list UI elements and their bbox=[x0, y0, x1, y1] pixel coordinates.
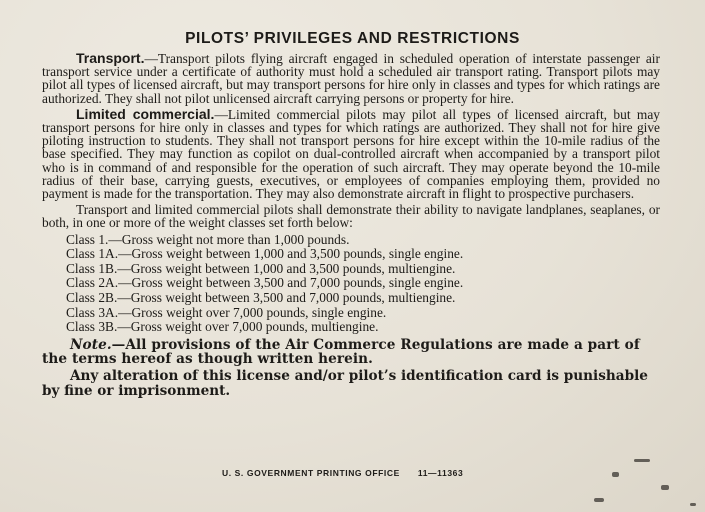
weight-class-item: Class 2A.—Gross weight between 3,500 and 7,000 pounds, single engine. bbox=[66, 275, 464, 291]
limited-commercial-paragraph bbox=[42, 105, 660, 202]
transport-text: —Transport pilots flying aircraft engaged in scheduled operation of interstate passenger air transport service under a certificate of authority must hold a scheduled air transport rating. Transport pilots may pilot all types of licensed aircraft, but may transport persons for hire only in classes and types for which ratings are authorized. They shall not pilot unlicensed aircraft carrying persons or property for hire. bbox=[42, 51, 660, 106]
paper-speck bbox=[612, 472, 619, 477]
weight-class-item: Class 2B.—Gross weight between 3,500 and 7,000 pounds, multiengine. bbox=[66, 290, 456, 306]
limited-commercial-heading: Limited commercial. bbox=[76, 105, 215, 122]
page-title: PILOTS’ PRIVILEGES AND RESTRICTIONS bbox=[185, 30, 520, 47]
paper-speck bbox=[634, 459, 650, 462]
paper-speck bbox=[661, 485, 669, 490]
printing-office: U. S. GOVERNMENT PRINTING OFFICE bbox=[222, 468, 400, 478]
alteration-warning: Any alteration of this license and/or pilot’s identification card is punishable by fine or imprisonment. bbox=[42, 367, 648, 399]
form-code: 11—11363 bbox=[417, 468, 464, 478]
weight-class-list bbox=[66, 233, 660, 335]
weight-class-item: Class 1.—Gross weight not more than 1,000 pounds. bbox=[66, 231, 350, 247]
note-text: —All provisions of the Air Commerce Regulations are made a part of the terms hereof as though written herein. bbox=[42, 336, 640, 368]
transport-heading: Transport. bbox=[76, 50, 145, 66]
weight-class-item: Class 1B.—Gross weight between 1,000 and 3,500 pounds, multiengine. bbox=[66, 260, 456, 276]
weight-class-item: Class 3B.—Gross weight over 7,000 pounds, multiengine. bbox=[66, 319, 379, 335]
note-paragraph bbox=[42, 338, 660, 367]
printer-imprint bbox=[222, 468, 463, 478]
document-body bbox=[42, 52, 660, 398]
paper-speck bbox=[690, 503, 696, 506]
limited-commercial-text: —Limited commercial pilots may pilot all types of licensed aircraft, but may transport persons for hire only in classes and types for which ratings are authorized. They shall not for hire give piloting instruction to students. They shall not transport persons for hire except within the 10-mile radius of the base specified. They may function as copilot on dual-controlled aircraft when accompanied by a transport pilot who is in command of and responsible for the operation of such aircraft. They may operate beyond the 10-mile radius of their base, carrying guests, executives, or employees of companies employing them, provided no payment is made for the transportation. They may also demonstrate aircraft in flight to prospective purchasers. bbox=[42, 106, 660, 202]
weight-class-item: Class 3A.—Gross weight over 7,000 pounds, single engine. bbox=[66, 304, 387, 320]
paper-speck bbox=[594, 498, 604, 502]
weight-class-item: Class 1A.—Gross weight between 1,000 and 3,500 pounds, single engine. bbox=[66, 246, 464, 262]
transport-paragraph bbox=[42, 52, 660, 105]
navigate-paragraph: Transport and limited commercial pilots shall demonstrate their ability to navigate landplanes, seaplanes, or both, in one or more of the weight classes set forth below: bbox=[42, 202, 660, 231]
note-heading: Note. bbox=[70, 336, 112, 353]
